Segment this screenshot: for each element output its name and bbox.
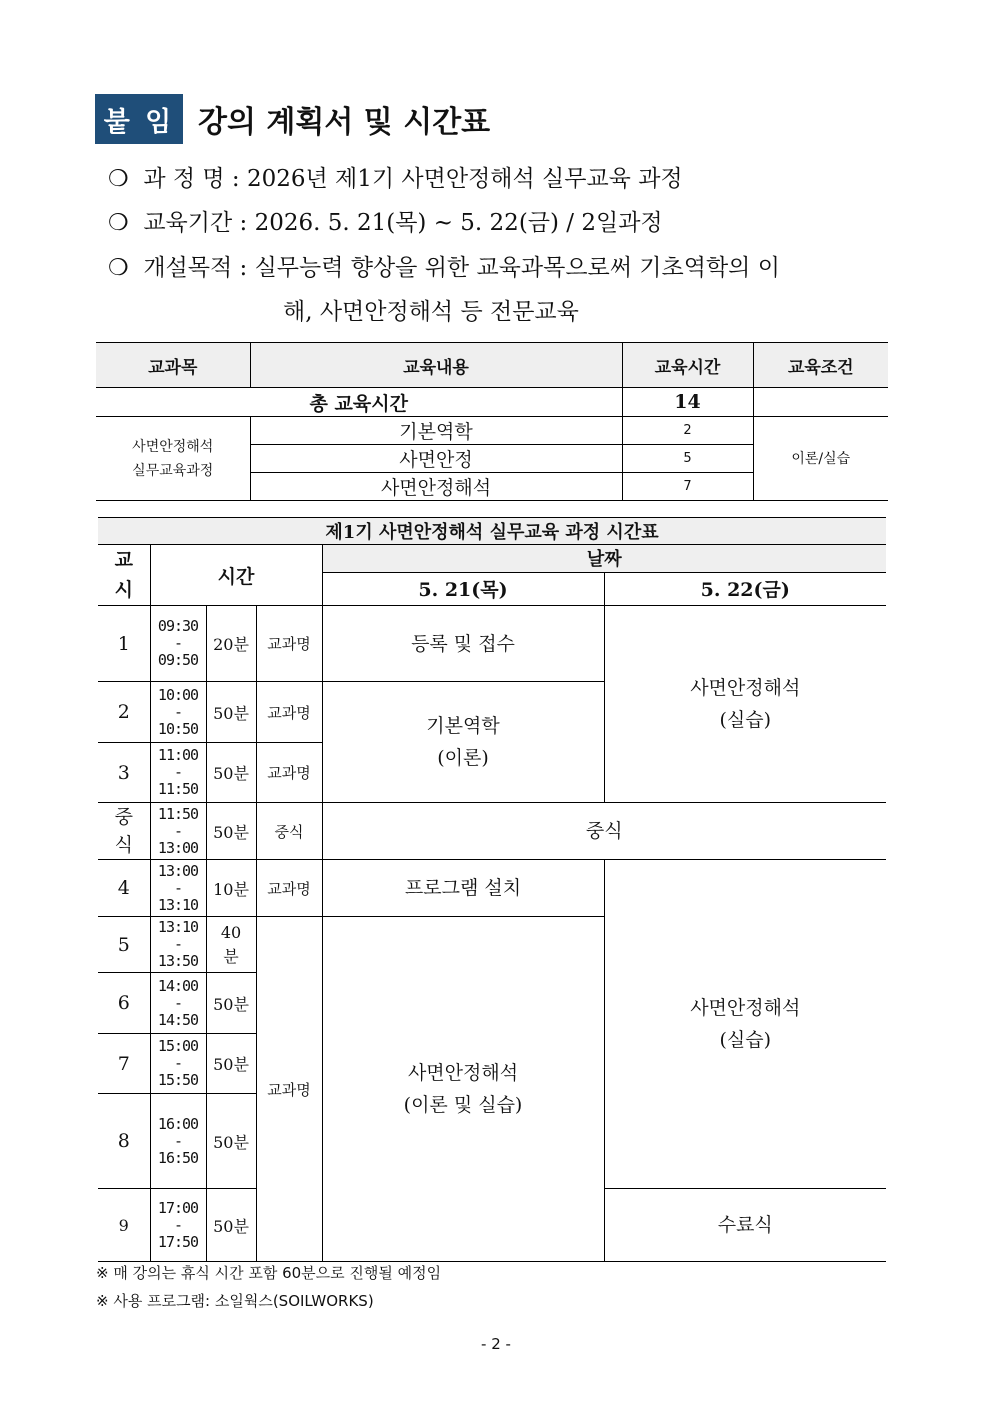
total-label: 총 교육시간 (96, 388, 622, 417)
period-lunch-1: 중 (114, 806, 133, 828)
end-time: 13:10 (157, 895, 199, 914)
subject-line-2: 실무교육과정 (132, 462, 214, 479)
duration-cell: 50분 (206, 1034, 256, 1094)
duration-cell: 50분 (206, 682, 256, 743)
header-content: 교육내용 (250, 343, 622, 388)
time-cell (150, 1034, 206, 1094)
start-time: 11:50 (157, 804, 199, 823)
day2-afternoon-line-2: (실습) (719, 1029, 772, 1051)
time-dash: - (173, 634, 183, 652)
subject-cell: 교과명 (256, 860, 322, 917)
time-cell (150, 1094, 206, 1189)
end-time: 10:50 (157, 719, 199, 738)
day1-basic-line-1: 기본역학 (426, 715, 500, 737)
end-time: 15:50 (157, 1071, 199, 1089)
header (95, 94, 490, 144)
day2-graduation: 수료식 (604, 1189, 886, 1262)
duration-cell: 50분 (206, 1094, 256, 1189)
period-label: 교육기간 : (143, 210, 248, 236)
time-dash: - (173, 1054, 183, 1072)
total-hours: 14 (622, 388, 753, 417)
end-time: 11:50 (157, 780, 199, 798)
table-row (98, 606, 886, 682)
subject-cell: 교과명 (256, 682, 322, 743)
total-empty (753, 388, 888, 417)
time-dash: - (173, 702, 183, 721)
period-cell: 7 (98, 1034, 150, 1094)
timetable (98, 517, 886, 1262)
period-cell: 1 (98, 606, 150, 682)
period-header-2: 시 (114, 579, 133, 601)
day1-registration: 등록 및 접수 (322, 606, 604, 682)
day2-morning-line-1: 사면안정해석 (690, 677, 801, 699)
time-dash: - (173, 935, 183, 953)
time-cell (150, 917, 206, 973)
circle-bullet-icon: ❍ (108, 255, 129, 281)
subject-cell: 중식 (256, 803, 322, 860)
time-cell (150, 973, 206, 1034)
day1-program-install: 프로그램 설치 (322, 860, 604, 917)
summary-header-row (96, 343, 888, 388)
period-cell: 9 (98, 1189, 150, 1262)
course-label: 과 정 명 : (143, 166, 240, 192)
lunch-cell: 중식 (322, 803, 886, 860)
day1-slope-analysis (322, 917, 604, 1262)
note-lecture-duration: ※ 매 강의는 휴식 시간 포함 60분으로 진행될 예정임 (96, 1264, 442, 1282)
period-cell: 6 (98, 973, 150, 1034)
content-cell: 기본역학 (250, 417, 622, 445)
subject-cell (96, 417, 250, 501)
end-time: 13:00 (157, 838, 199, 857)
timetable-header-row (98, 545, 886, 573)
start-time: 13:10 (157, 918, 199, 936)
period-cell: 3 (98, 743, 150, 803)
duration-cell (206, 917, 256, 973)
end-time: 09:50 (157, 651, 199, 669)
duration-line-1: 40 (220, 922, 242, 942)
duration-cell: 20분 (206, 606, 256, 682)
time-cell (150, 860, 206, 917)
day2-morning-session (604, 606, 886, 803)
duration-cell: 50분 (206, 973, 256, 1034)
period-header-1: 교 (114, 549, 133, 571)
date-header: 날짜 (322, 545, 886, 573)
day2-morning-line-2: (실습) (719, 709, 772, 731)
purpose-line-continued: 해, 사면안정해석 등 전문교육 (283, 299, 579, 325)
end-time: 17:50 (157, 1232, 199, 1251)
period-cell (98, 803, 150, 860)
day1-basic-line-2: (이론) (437, 747, 489, 769)
time-dash: - (173, 763, 183, 781)
end-time: 13:50 (157, 952, 199, 970)
time-cell (150, 606, 206, 682)
time-cell (150, 1189, 206, 1262)
subject-line-1: 사면안정해석 (132, 438, 214, 455)
circle-bullet-icon: ❍ (108, 210, 129, 236)
time-dash: - (173, 993, 183, 1012)
document-title: 강의 계획서 및 시간표 (198, 105, 491, 140)
period-header (98, 545, 150, 606)
duration-cell: 50분 (206, 803, 256, 860)
page-number: - 2 - (481, 1335, 511, 1353)
period-cell: 5 (98, 917, 150, 973)
day1-header: 5. 21(목) (322, 572, 604, 605)
hours-cell: 7 (622, 473, 753, 501)
end-time: 14:50 (157, 1010, 199, 1029)
purpose-line (108, 249, 780, 282)
duration-cell: 50분 (206, 743, 256, 803)
total-row (96, 388, 888, 417)
attachment-tag: 붙 임 (95, 94, 183, 144)
note-software: ※ 사용 프로그램: 소일웍스(SOILWORKS) (96, 1292, 374, 1310)
period-cell: 8 (98, 1094, 150, 1189)
timetable-title: 제1기 사면안정해석 실무교육 과정 시간표 (98, 518, 886, 545)
day1-slope-line-2: (이론 및 실습) (403, 1094, 523, 1116)
course-value: 2026년 제1기 사면안정해석 실무교육 과정 (246, 166, 683, 192)
start-time: 09:30 (157, 617, 199, 635)
time-dash: - (173, 821, 183, 840)
start-time: 11:00 (157, 746, 199, 764)
time-cell (150, 803, 206, 860)
subject-cell: 교과명 (256, 917, 322, 1262)
curriculum-summary-table (96, 342, 888, 501)
header-hours: 교육시간 (622, 343, 753, 388)
table-row (96, 417, 888, 445)
period-cell: 2 (98, 682, 150, 743)
day2-afternoon-session (604, 860, 886, 1189)
table-row (98, 803, 886, 860)
timetable-title-row (98, 518, 886, 545)
time-header: 시간 (150, 545, 322, 606)
period-value: 2026. 5. 21(목) ~ 5. 22(금) / 2일과정 (254, 210, 663, 236)
start-time: 17:00 (157, 1198, 199, 1217)
duration-cell: 10분 (206, 860, 256, 917)
content-cell: 사면안정해석 (250, 473, 622, 501)
subject-cell: 교과명 (256, 743, 322, 803)
circle-bullet-icon: ❍ (108, 166, 129, 192)
time-cell (150, 682, 206, 743)
start-time: 15:00 (157, 1037, 199, 1055)
subject-cell: 교과명 (256, 606, 322, 682)
start-time: 16:00 (157, 1114, 199, 1133)
start-time: 10:00 (157, 685, 199, 704)
period-lunch-2: 식 (114, 834, 133, 856)
hours-cell: 2 (622, 417, 753, 445)
duration-cell: 50분 (206, 1189, 256, 1262)
table-row (98, 860, 886, 917)
hours-cell: 5 (622, 445, 753, 473)
header-condition: 교육조건 (753, 343, 888, 388)
purpose-value-1: 실무능력 향상을 위한 교육과목으로써 기초역학의 이 (254, 255, 780, 281)
time-dash: - (173, 1131, 183, 1150)
content-cell: 사면안정 (250, 445, 622, 473)
course-name-line (108, 160, 683, 193)
duration-line-2: 분 (223, 946, 239, 966)
period-cell: 4 (98, 860, 150, 917)
day1-slope-line-1: 사면안정해석 (407, 1062, 519, 1084)
start-time: 13:00 (157, 861, 199, 880)
time-cell (150, 743, 206, 803)
day2-afternoon-line-1: 사면안정해석 (690, 997, 801, 1019)
start-time: 14:00 (157, 976, 199, 995)
day1-basic-mechanics (322, 682, 604, 803)
time-dash: - (173, 1215, 183, 1234)
end-time: 16:50 (157, 1148, 199, 1167)
purpose-label: 개설목적 : (143, 255, 248, 281)
day2-header: 5. 22(금) (604, 572, 886, 605)
time-dash: - (173, 878, 183, 897)
period-line (108, 204, 663, 237)
condition-cell: 이론/실습 (753, 417, 888, 501)
header-subject: 교과목 (96, 343, 250, 388)
